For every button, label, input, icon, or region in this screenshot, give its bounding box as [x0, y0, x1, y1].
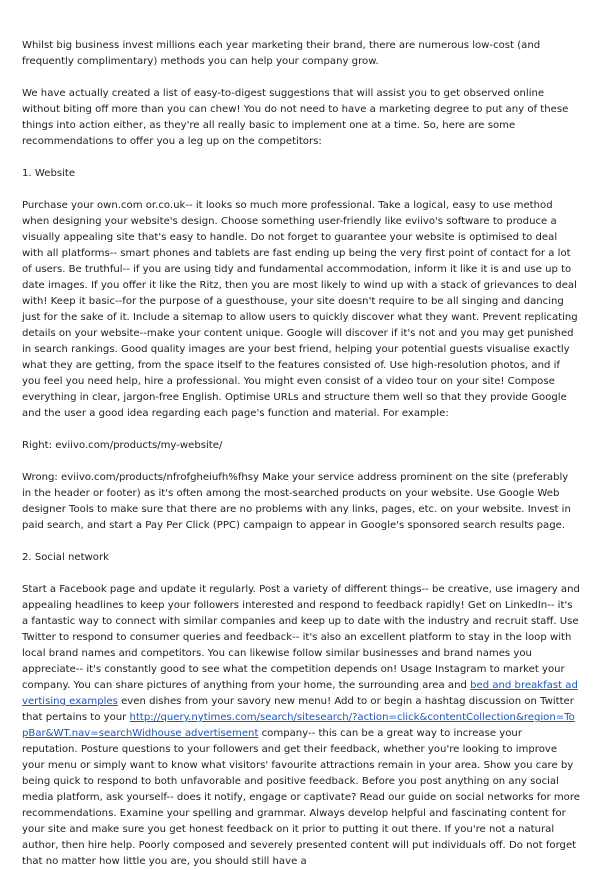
social-network-paragraph: [22, 582, 580, 870]
website-paragraph: Purchase your own.com or.co.uk-- it looks so much more professional. Take a logical, easy to use method when designing your website's design. Choose something user-friendly like eviivo's software to produce a visually appealing site that's easy to handle. Do not forget to guarantee your website is optimised to deal with all platforms-- smart phones and tablets are fast ending up being the very first point of contact for a lot of users. Be truthful-- if you are using tidy and fundamental accommodation, inform it like it is and use up to date images. If you offer it like the Ritz, then you are most likely to wind up with a stack of grievances to deal with! Keep it basic--for the purpose of a guesthouse, your site doesn't require to be all singing and dancing just for the sake of it. Include a sitemap to allow users to quickly discover what they want. Prevent replicating details on your website--make your content unique. Google will discover if it's not and you may get punished in search rankings. Good quality images are your best friend, helping your potential guests visualise exactly what they are getting, from the space itself to the features consisted of. Use high-resolution photos, and if you feel you need help, hire a professional. You might even consist of a video tour on your site! Compose everything in clear, jargon-free English. Optimise URLs and structure them well so that they provide Google and the user a good idea regarding each page's function and material. For example:: [22, 200, 578, 419]
section-heading-social: 2. Social network: [22, 552, 109, 563]
wrong-url-paragraph: Wrong: eviivo.com/products/nfrofgheiufh%fhsy Make your service address prominent on the site (preferably in the header or footer) as it's often among the most-searched products on your website. Use Google Web designer Tools to make sure that there are no problems with any links, pages, etc. on your website. Invest in paid search, and start a Pay Per Click (PPC) campaign to appear in Google's sponsored search results page.: [22, 472, 571, 531]
intro-paragraph-1: Whilst big business invest millions each year marketing their brand, there are numerous low-cost (and frequently complimentary) methods you can help your company grow.: [22, 40, 541, 67]
right-url-example: Right: eviivo.com/products/my-website/: [22, 440, 223, 451]
bed-and-breakfast-link[interactable]: bed and breakfast advertising examples: [22, 680, 578, 707]
nytimes-search-link[interactable]: http://query.nytimes.com/search/sitesearch/?action=click&contentCollection&region=TopBar&WT.nav=searchWidhouse advertisement: [22, 712, 575, 739]
social-text-part-2: even dishes from your savory new menu! Add to or begin a hashtag discussion on Twitter that pertains to your: [22, 696, 574, 723]
section-heading-website: 1. Website: [22, 168, 76, 179]
social-text-part-3: company-- this can be a great way to increase your reputation. Posture questions to your followers and get their feedback, whether you're looking to improve your menu or simply want to know what visitors' favourite attractions remain in your area. Show you care by being quick to respond to both unfavorable and positive feedback. Before you post anything on any social media platform, ask yourself-- does it notify, engage or captivate? Read our guide on social networks for more recommendations. Examine your spelling and grammar. Always develop helpful and fascinating content for your site and make sure you get honest feedback on it prior to putting it out there. If you're not a natural author, then hire help. Poorly composed and severely presented content will put individuals off. Do not forget that no matter how little you are, you should still have a: [22, 728, 580, 867]
social-text-part-1: Start a Facebook page and update it regularly. Post a variety of different things-- be creative, use imagery and appealing headlines to keep your followers interested and respond to feedback rapidly! Get on LinkedIn-- it's a fantastic way to connect with similar companies and keep up to date with the industry and recruit staff. Use Twitter to respond to consumer queries and feedback-- it's also an excellent platform to stay in the loop with local brand names and competitors. You can likewise follow similar businesses and brand names you appreciate-- it's constantly good to see what the competition depends on! Usage Instagram to market your company. You can share pictures of anything from your home, the surrounding area and: [22, 584, 580, 691]
intro-paragraph-2: We have actually created a list of easy-to-digest suggestions that will assist you to get observed online without biting off more than you can chew! You do not need to have a marketing degree to put any of these things into action either, as they're all really basic to implement one at a time. So, here are some recommendations to offer you a leg up on the competitors:: [22, 88, 569, 147]
